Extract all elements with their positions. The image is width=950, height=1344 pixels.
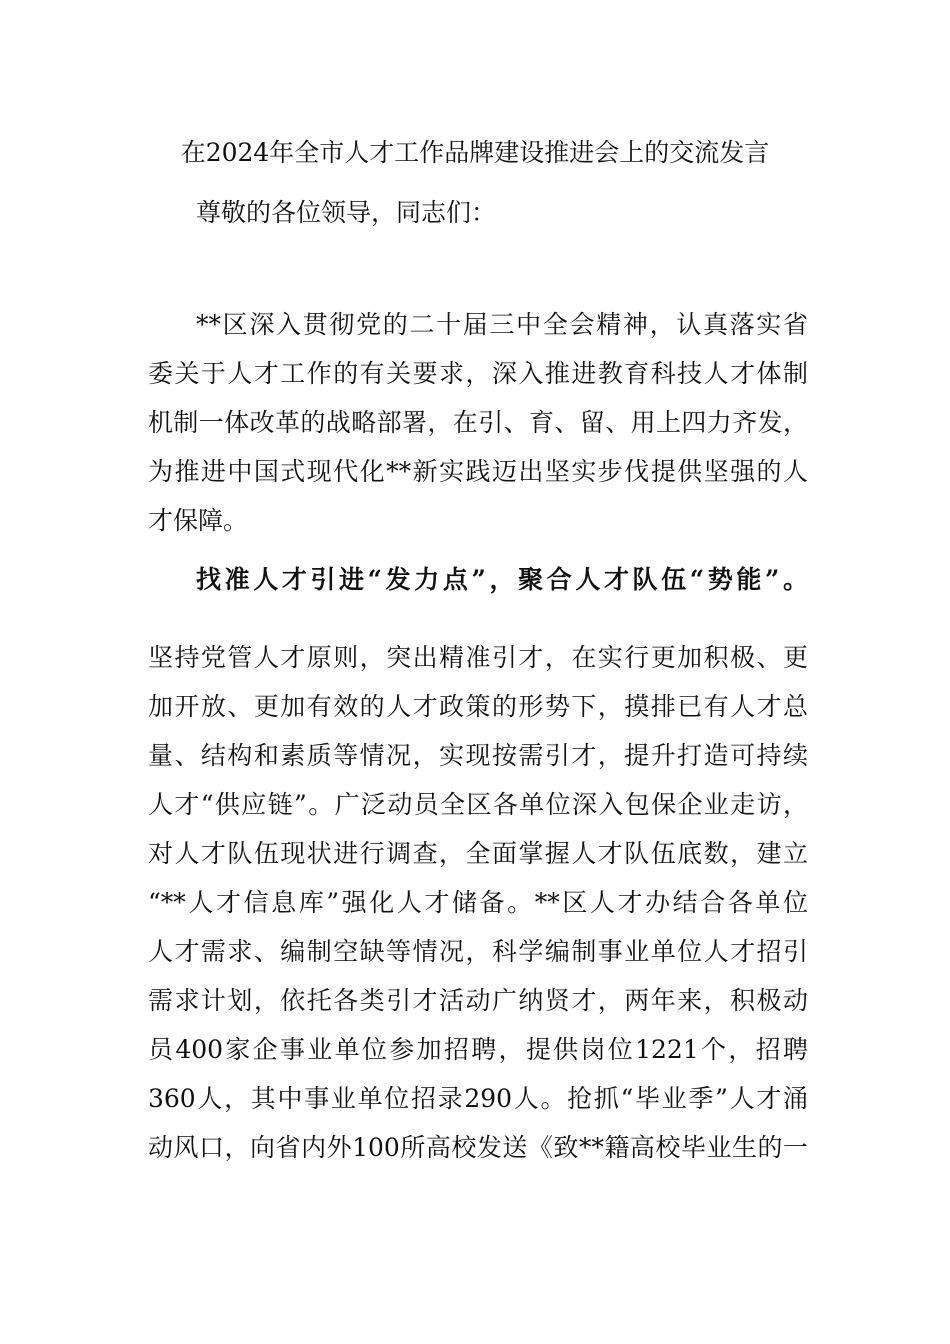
body-line: 需求计划，依托各类引才活动广纳贤才，两年来，积极动 (148, 986, 808, 1015)
body-line: 员400家企事业单位参加招聘，提供岗位1221个，招聘 (148, 1035, 808, 1064)
intro-line-3: 机制一体改革的战略部署，在引、育、留、用上四力齐发， (148, 408, 808, 437)
body-line: 人才“供应链”。广泛动员全区各单位深入包保企业走访， (148, 790, 808, 819)
body-line: 对人才队伍现状进行调查，全面掌握人才队伍底数，建立 (148, 839, 808, 868)
body-line: 坚持党管人才原则，突出精准引才，在实行更加积极、更 (148, 643, 808, 672)
document-title: 在2024年全市人才工作品牌建设推进会上的交流发言 (180, 138, 770, 167)
body-line: “**人才信息库”强化人才储备。**区人才办结合各单位 (148, 888, 808, 917)
body-line: 动风口，向省内外100所高校发送《致**籍高校毕业生的一 (148, 1133, 808, 1162)
body-line: 量、结构和素质等情况，实现按需引才，提升打造可持续 (148, 741, 808, 770)
salutation: 尊敬的各位领导，同志们： (196, 198, 497, 227)
intro-line-5: 才保障。 (148, 506, 249, 535)
body-line: 加开放、更加有效的人才政策的形势下，摸排已有人才总 (148, 692, 808, 721)
body-line: 人才需求、编制空缺等情况，科学编制事业单位人才招引 (148, 937, 808, 966)
intro-line-4: 为推进中国式现代化**新实践迈出坚实步伐提供坚强的人 (148, 457, 808, 486)
body-line: 360人，其中事业单位招录290人。抢抓“毕业季”人才涌 (148, 1084, 808, 1113)
intro-line-1: **区深入贯彻党的二十届三中全会精神，认真落实省 (196, 310, 808, 339)
intro-line-2: 委关于人才工作的有关要求，深入推进教育科技人才体制 (148, 359, 808, 388)
section-heading: 找准人才引进“发力点”，聚合人才队伍“势能”。 (196, 565, 808, 594)
